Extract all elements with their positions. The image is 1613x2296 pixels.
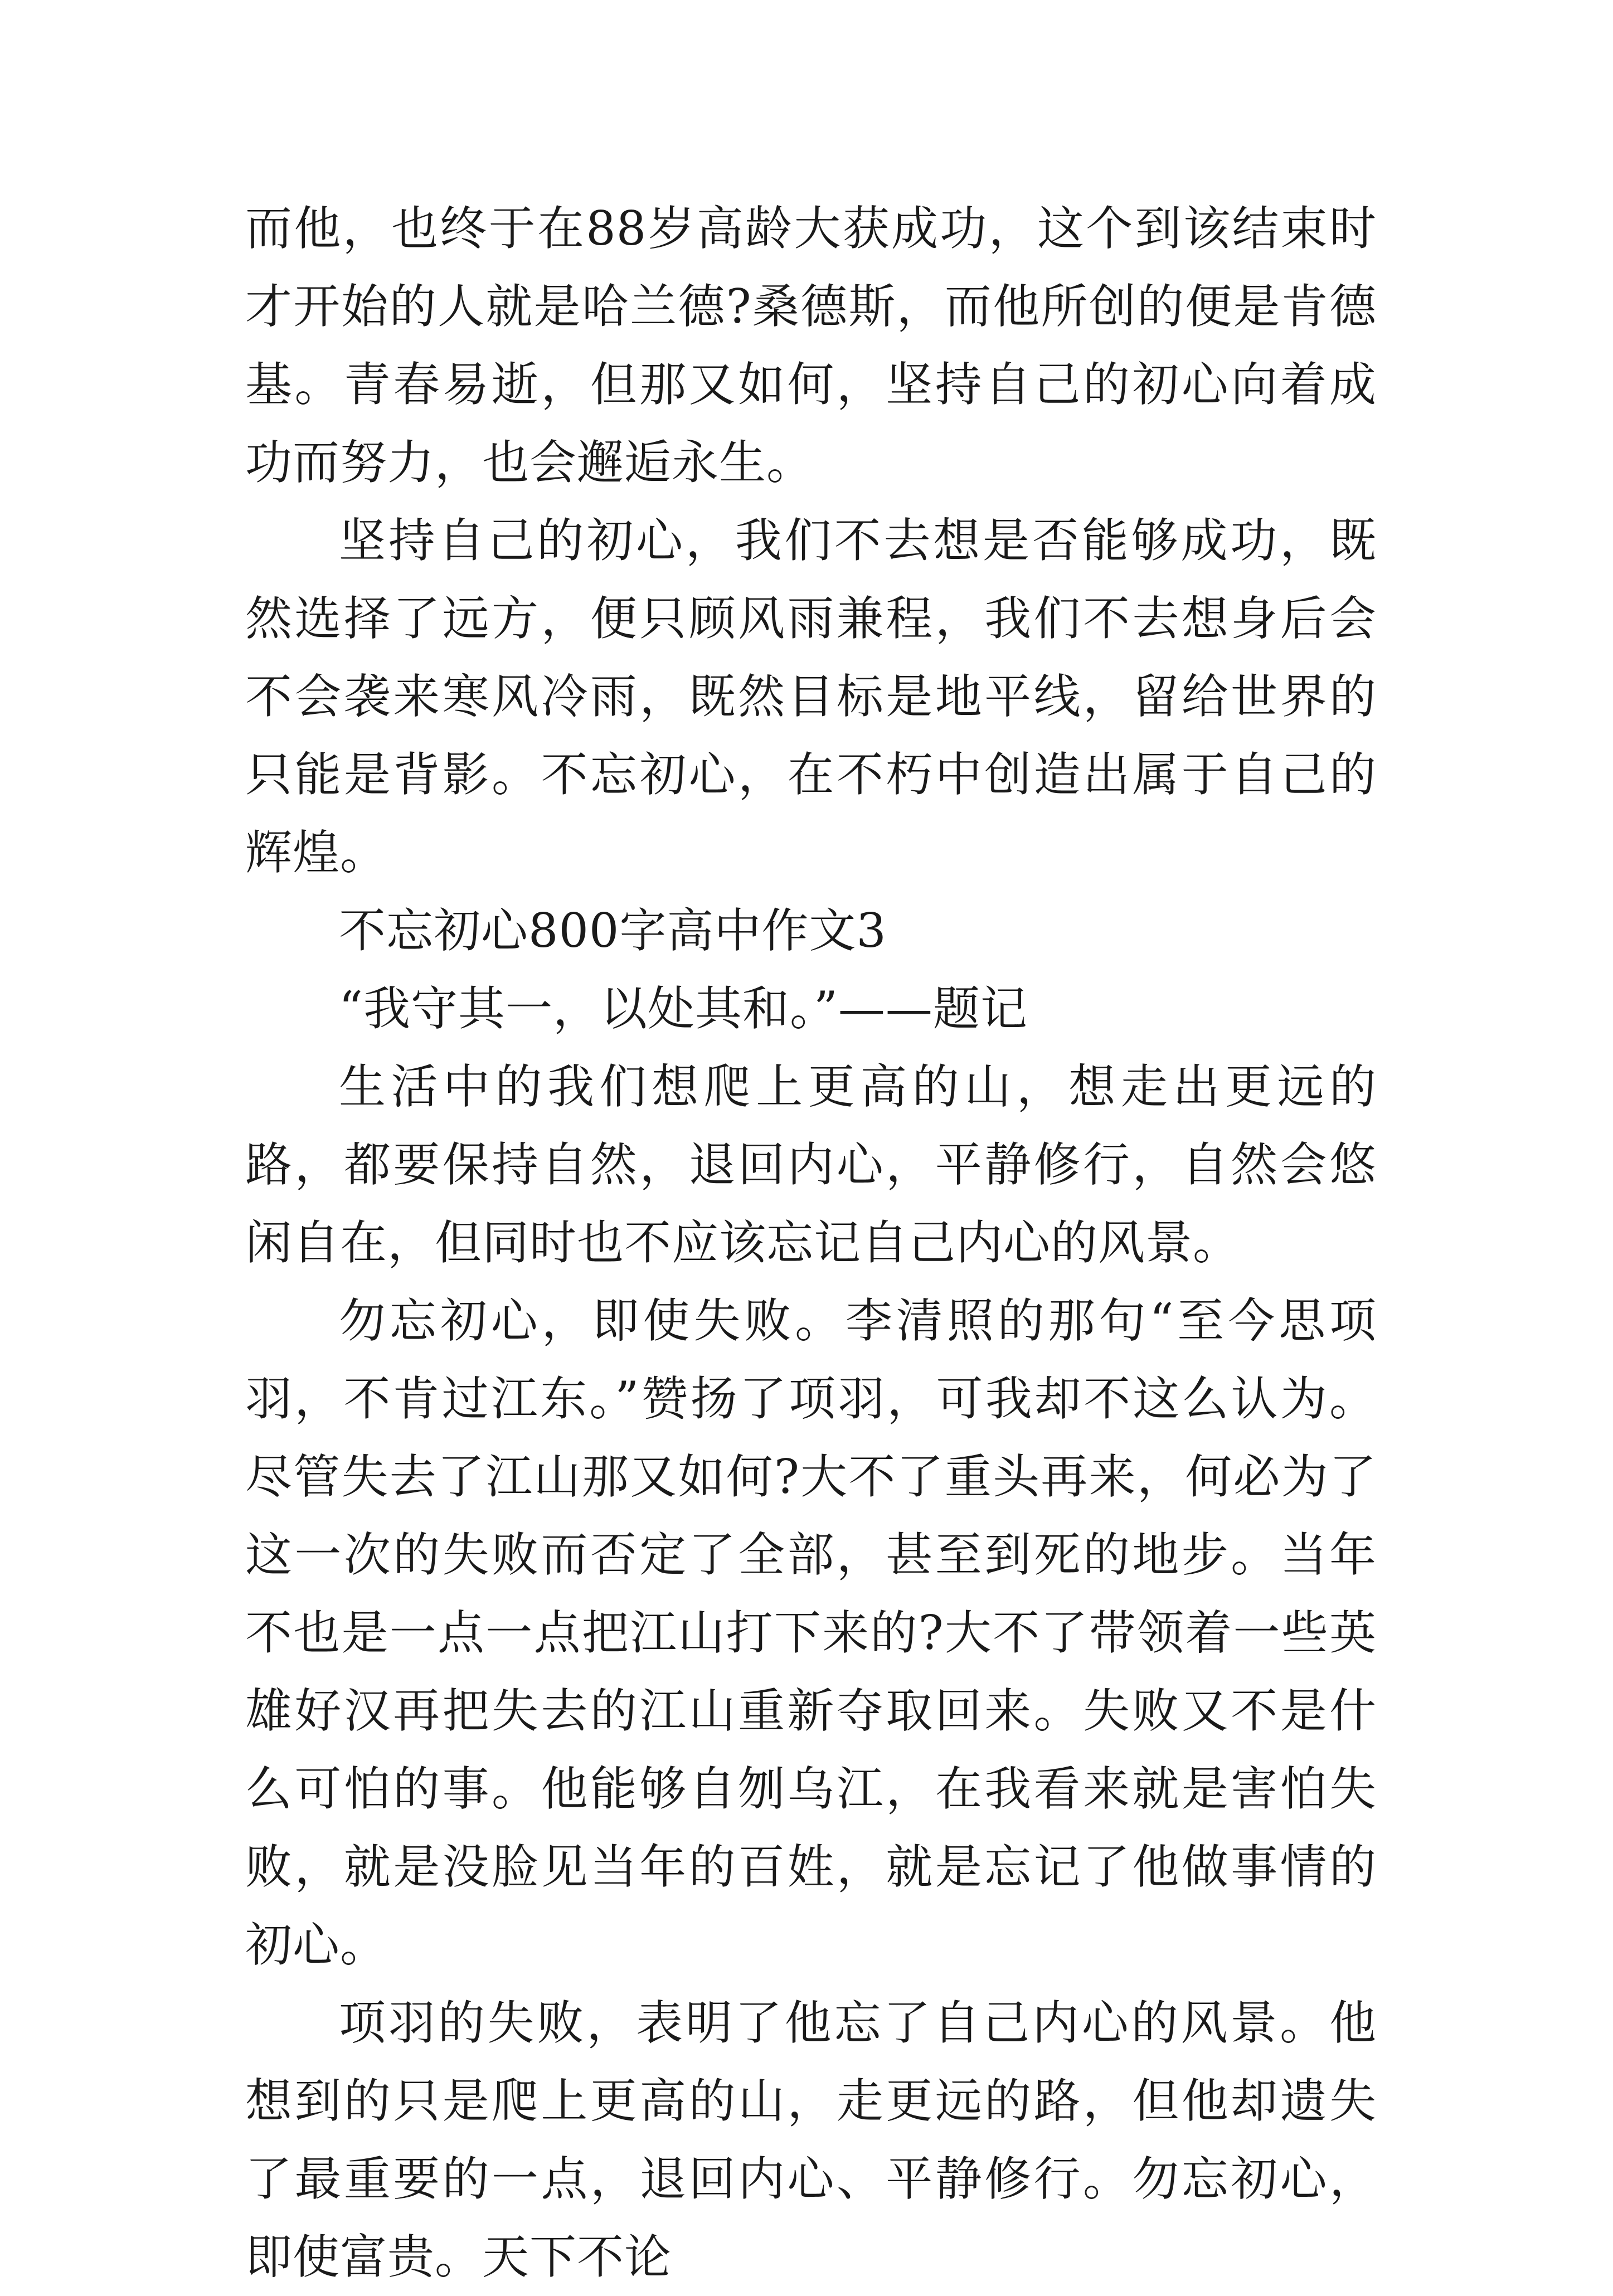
paragraph-1: 而他，也终于在88岁高龄大获成功，这个到该结束时才开始的人就是哈兰德?桑德斯，而他所创的便是肯德基。青春易逝，但那又如何，坚持自己的初心向着成功而努力，也会邂逅永生。 xyxy=(245,201,1377,490)
essay-heading: 不忘初心800字高中作文3 xyxy=(339,903,887,958)
essay-body xyxy=(245,189,1377,2296)
paragraph-3: 生活中的我们想爬上更高的山，想走出更远的路，都要保持自然，退回内心，平静修行，自然会悠闲自在，但同时也不应该忘记自己内心的风景。 xyxy=(245,1059,1377,1270)
paragraph-4: 勿忘初心，即使失败。李清照的那句“至今思项羽，不肯过江东。”赞扬了项羽，可我却不这么认为。尽管失去了江山那又如何?大不了重头再来，何必为了这一次的失败而否定了全部，甚至到死的地步。当年不也是一点一点把江山打下来的?大不了带领着一些英雄好汉再把失去的江山重新夺取回来。失败又不是什么可怕的事。他能够自刎乌江，在我看来就是害怕失败，就是没脸见当年的百姓，就是忘记了他做事情的初心。 xyxy=(245,1293,1377,1972)
paragraph-5: 项羽的失败，表明了他忘了自己内心的风景。他想到的只是爬上更高的山，走更远的路，但他却遗失了最重要的一点，退回内心、平静修行。勿忘初心，即使富贵。天下不论 xyxy=(245,1996,1377,2284)
paragraph-2: 坚持自己的初心，我们不去想是否能够成功，既然选择了远方，便只顾风雨兼程，我们不去想身后会不会袭来寒风冷雨，既然目标是地平线，留给世界的只能是背影。不忘初心，在不朽中创造出属于自己的辉煌。 xyxy=(245,513,1377,880)
epigraph: “我守其一，以处其和。”——题记 xyxy=(339,981,1028,1036)
